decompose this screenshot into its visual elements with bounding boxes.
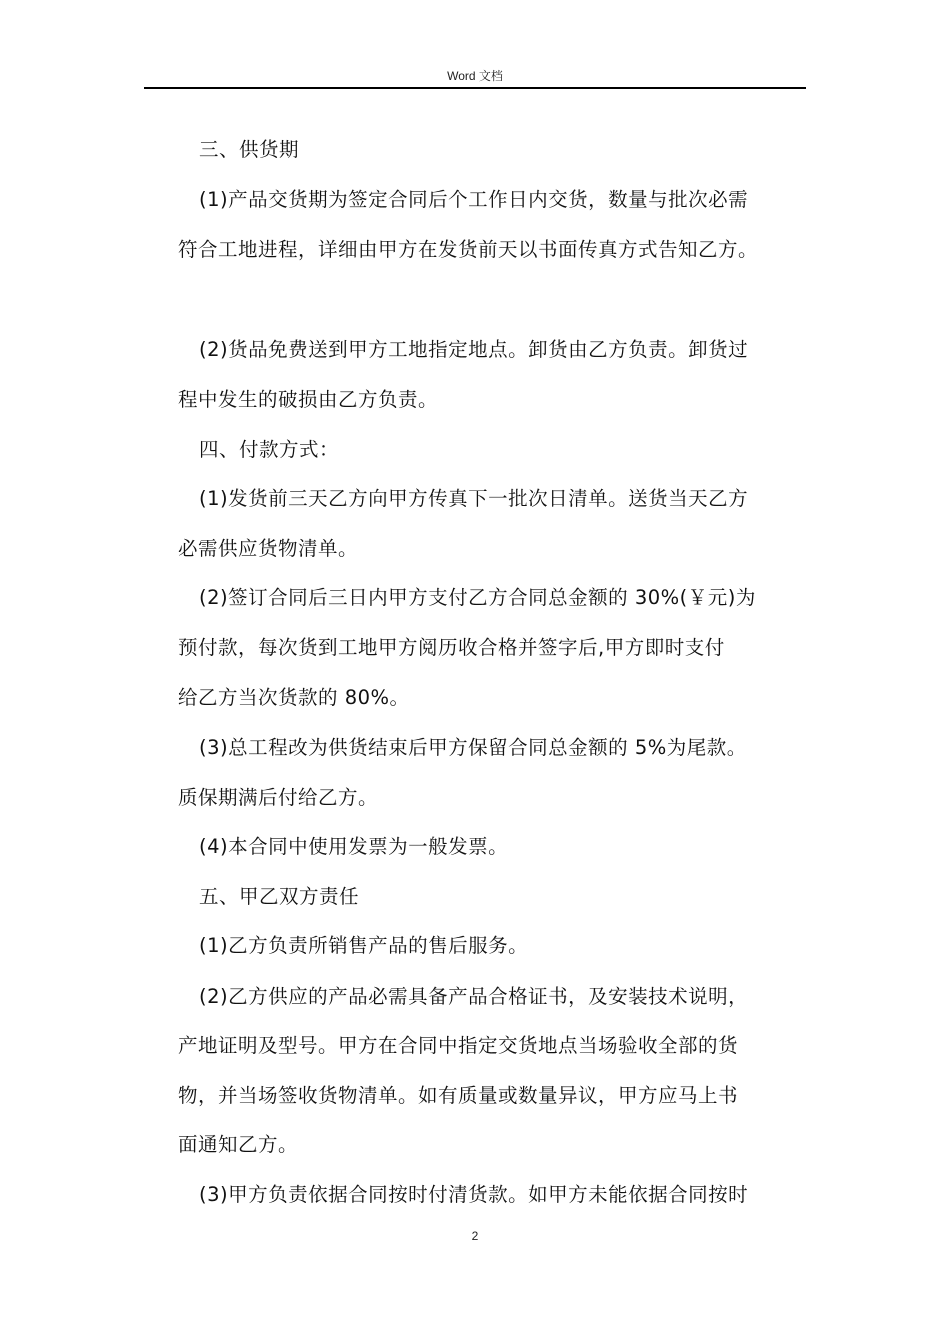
- paragraph-line: 给乙方当次货款的 80%。: [178, 686, 410, 709]
- header-divider: [144, 87, 806, 89]
- paragraph-line: (1)产品交货期为签定合同后个工作日内交货，数量与批次必需: [199, 188, 749, 211]
- paragraph-line: 质保期满后付给乙方。: [178, 786, 379, 809]
- paragraph-line: (2)乙方供应的产品必需具备产品合格证书，及安装技术说明，: [199, 985, 749, 1008]
- section-heading-payment: 四、付款方式：: [199, 438, 340, 461]
- paragraph-line: (1)乙方负责所销售产品的售后服务。: [199, 934, 529, 957]
- paragraph-line: (4)本合同中使用发票为一般发票。: [199, 835, 509, 858]
- paragraph-line: 物，并当场签收货物清单。如有质量或数量异议，甲方应马上书: [178, 1084, 739, 1107]
- paragraph-line: (3)总工程改为供货结束后甲方保留合同总金额的 5%为尾款。: [199, 736, 747, 759]
- paragraph-line: (2)货品免费送到甲方工地指定地点。卸货由乙方负责。卸货过: [199, 338, 749, 361]
- paragraph-line: (1)发货前三天乙方向甲方传真下一批次日清单。送货当天乙方: [199, 487, 749, 510]
- section-heading-responsibilities: 五、甲乙双方责任: [199, 885, 360, 908]
- paragraph-line: (2)签订合同后三日内甲方支付乙方合同总金额的 30%(￥元)为: [199, 586, 756, 609]
- page-header: Word 文档: [447, 69, 503, 83]
- paragraph-line: 程中发生的破损由乙方负责。: [178, 388, 439, 411]
- paragraph-line: 预付款，每次货到工地甲方阅历收合格并签字后,甲方即时支付: [178, 636, 725, 659]
- page-number: 2: [471, 1229, 479, 1243]
- paragraph-line: 必需供应货物清单。: [178, 537, 359, 560]
- paragraph-line: 符合工地进程，详细由甲方在发货前天以书面传真方式告知乙方。: [178, 238, 759, 261]
- paragraph-line: 面通知乙方。: [178, 1133, 299, 1156]
- section-heading-delivery-period: 三、供货期: [199, 138, 300, 161]
- paragraph-line: (3)甲方负责依据合同按时付清货款。如甲方未能依据合同按时: [199, 1183, 749, 1206]
- paragraph-line: 产地证明及型号。甲方在合同中指定交货地点当场验收全部的货: [178, 1034, 739, 1057]
